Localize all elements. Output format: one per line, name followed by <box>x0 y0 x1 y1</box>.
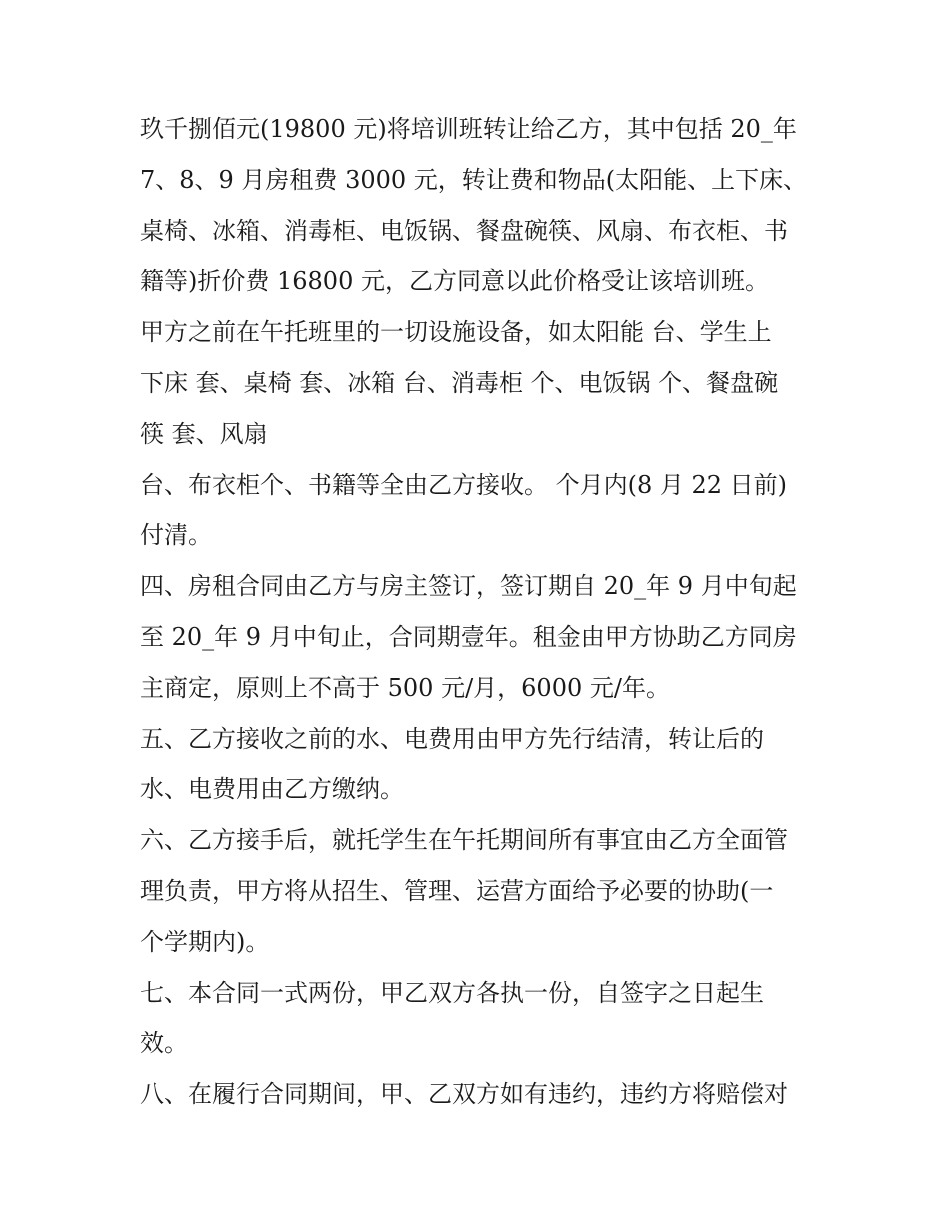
text-line: 付清。 <box>140 521 212 550</box>
text-line: 台、布衣柜个、书籍等全由乙方接收。 个月内(8 月 22 日前) <box>140 470 788 499</box>
text-line: 玖千捌佰元(19800 元)将培训班转让给乙方，其中包括 20_年 <box>140 115 797 143</box>
text-line: 至 20_年 9 月中旬止，合同期壹年。租金由甲方协助乙方同房 <box>140 622 797 651</box>
text-line: 下床 套、桌椅 套、冰箱 台、消毒柜 个、电饭锅 个、餐盘碗 <box>140 368 779 397</box>
text-line: 效。 <box>140 1029 188 1058</box>
text-line: 水、电费用由乙方缴纳。 <box>140 775 404 804</box>
text-line: 五、乙方接收之前的水、电费用由甲方先行结清，转让后的 <box>140 724 764 753</box>
text-line: 筷 套、风扇 <box>140 419 268 448</box>
text-line: 7、8、9 月房租费 3000 元，转让费和物品(太阳能、上下床、 <box>140 165 808 194</box>
text-line: 主商定，原则上不高于 500 元/月，6000 元/年。 <box>140 673 670 702</box>
text-line: 甲方之前在午托班里的一切设施设备，如太阳能 台、学生上 <box>140 318 772 347</box>
text-line: 七、本合同一式两份，甲乙双方各执一份，自签字之日起生 <box>140 978 764 1007</box>
text-line: 八、在履行合同期间，甲、乙双方如有违约，违约方将赔偿对 <box>140 1080 788 1109</box>
contract-text <box>140 104 820 1120</box>
text-line: 四、房租合同由乙方与房主签订，签订期自 20_年 9 月中旬起 <box>140 572 797 601</box>
text-line: 理负责，甲方将从招生、管理、运营方面给予必要的协助(一 <box>140 876 774 905</box>
text-line: 籍等)折价费 16800 元，乙方同意以此价格受让该培训班。 <box>140 267 769 296</box>
text-line: 六、乙方接手后，就托学生在午托期间所有事宜由乙方全面管 <box>140 826 788 855</box>
text-line: 桌椅、冰箱、消毒柜、电饭锅、餐盘碗筷、风扇、布衣柜、书 <box>140 216 788 245</box>
text-line: 个学期内)。 <box>140 927 270 956</box>
